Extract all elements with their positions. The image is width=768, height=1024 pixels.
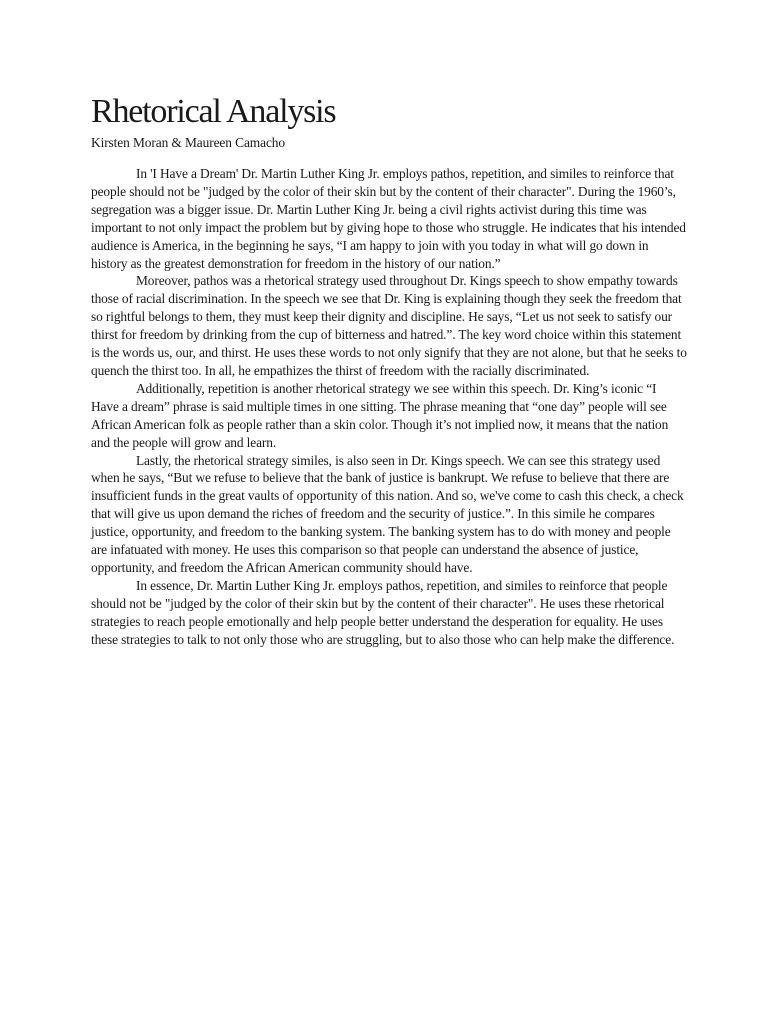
paragraph-repetition: Additionally, repetition is another rhetorical strategy we see within this speech. Dr. King’s iconic “I Have a dream” phrase is said multiple times in one sitting. The phrase meaning that “one day” people will see African American folk as people rather than a skin color. Though it’s not implied now, it means that the nation and the people will grow and learn. <box>91 380 669 450</box>
document-authors: Kirsten Moran & Maureen Camacho <box>91 135 285 150</box>
paragraph-similes: Lastly, the rhetorical strategy similes, is also seen in Dr. Kings speech. We can see this strategy used when he says, “But we refuse to believe that the bank of justice is bankrupt. We refuse to believe that there are insufficient funds in the great vaults of opportunity of this nation. And so, we've come to cash this check, a check that will give us upon demand the riches of freedom and the security of justice.”. In this simile he compares justice, opportunity, and freedom to the banking system. The banking system has to do with money and people are infatuated with money. He uses this comparison so that people can understand the absence of justice, opportunity, and freedom the African American community should have. <box>91 452 684 575</box>
paragraph-intro: In 'I Have a Dream' Dr. Martin Luther King Jr. employs pathos, repetition, and similes to reinforce that people should not be "judged by the color of their skin but by the content of their character". During the 1960’s, segregation was a bigger issue. Dr. Martin Luther King Jr. being a civil rights activist during this time was important to not only impact the problem but by giving hope to those who struggle. He indicates that his intended audience is America, in the beginning he says, “I am happy to join with you today in what will go down in history as the greatest demonstration for freedom in the history of our nation.” <box>91 166 686 271</box>
paragraph-conclusion: In essence, Dr. Martin Luther King Jr. employs pathos, repetition, and similes to reinforce that people should not be "judged by the color of their skin but by the content of their character". He uses these rhetorical strategies to reach people emotionally and help people better understand the desperation for equality. He uses these strategies to talk to not only those who are struggling, but to also those who can help make the difference. <box>91 577 675 647</box>
document-title: Rhetorical Analysis <box>91 93 336 130</box>
paragraph-pathos: Moreover, pathos was a rhetorical strategy used throughout Dr. Kings speech to show empathy towards those of racial discrimination. In the speech we see that Dr. King is explaining though they seek the freedom that so rightful belongs to them, they must keep their dignity and discipline. He says, “Let us not seek to satisfy our thirst for freedom by drinking from the cup of bitterness and hatred.”. The key word choice within this statement is the words us, our, and thirst. He uses these words to not only signify that they are not alone, but that he seeks to quench the thirst too. In all, he empathizes the thirst of freedom with the racially discriminated. <box>91 273 687 378</box>
document-body <box>91 165 687 648</box>
document-page <box>91 92 687 648</box>
